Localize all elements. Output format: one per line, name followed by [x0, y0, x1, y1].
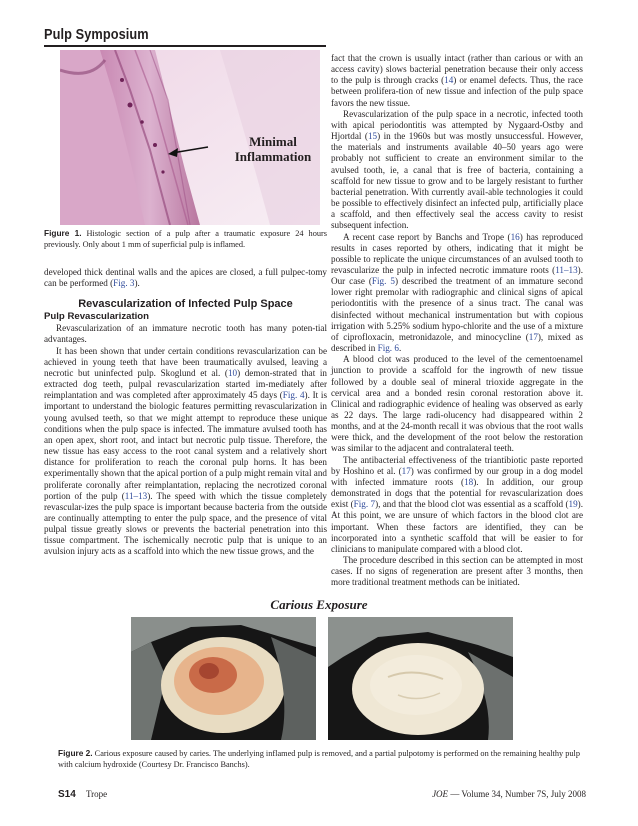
figure2-left-photo — [131, 617, 316, 740]
paragraph: A recent case report by Banchs and Trope (16) has reproduced results in cases reported by others, indicating that it might be possible to replicate the unique circumstances of an avulsed tooth to revascularize the pulp in infected necrotic immature roots (11–13). Our case (Fig. 5) described the treatment of an immature second lower right premolar with radiographic and clinical signs of apical periodontitis with the presence of a sinus tract. The canal was disinfected without mechanical instrumentation but with copious irrigation with 5.25% sodium hypo-chlorite and the use of a mixture of ciprofloxacin, metronidazole, and minocycline (17), mixed as described in Fig. 6. — [331, 231, 583, 354]
journal-name: JOE — [432, 789, 449, 799]
reference-link[interactable]: 11–13 — [555, 264, 578, 275]
left-column — [44, 267, 327, 558]
reference-link[interactable]: Fig. 4 — [282, 390, 305, 401]
paragraph: Revascularization of an immature necrotic tooth has many poten-tial advantages. — [44, 323, 327, 345]
footer-author: Trope — [86, 789, 108, 799]
journal-issue: — Volume 34, Number 7S, July 2008 — [448, 789, 586, 799]
figure2-caption — [58, 748, 586, 771]
paragraph: Revascularization of the pulp space in a necrotic, infected tooth with apical periodontitis was attempted by Nygaard-Ostby and Hjortdal (15) in the 1960s but was mostly unsuccessful. However, the materials and instruments available 40–50 years ago were probably not sufficient to create an environment similar to the avulsed tooth, ie, a canal that is free of bacteria, containing a scaffold for new tissue to grow and to be largely resistant to further bacterial penetration. With currently avail-able technologies it could be possible to effectively disinfect an infected pulp, artificially place a scaffold, and then effectively seal the access cavity to resist subsequent infection. — [331, 108, 583, 231]
footer-journal-info — [432, 789, 586, 799]
paragraph: fact that the crown is usually intact (rather than carious or with an access cavity) slows bacterial penetration because their only access to the pulp is through cracks (14) or enamel defects. Thus, the race between prolifera-tion of new tissue and infection of the pulp space favors the new tissue. — [331, 53, 583, 108]
paragraph: It has been shown that under certain conditions revascularization can be achieved in young teeth that have been traumatically avulsed, leaving a necrotic but uninfected pulp. Skoglund et al. (10) demon-strated that in extracted dog teeth, pulpal revascularization started im-mediately after reimplantation and was completed after approximately 45 days (Fig. 4). It is important to understand the biologic features permitting revascularization in young avulsed teeth, so that we might attempt to reproduce these unique conditions when the pulp space is infected. The immature avulsed tooth has an open apex, short root, and intact but necrotic pulp tissue. Therefore, the new tissue has easy access to the root canal system and a relatively short distance for proliferation to reach the coronal pulp horns. It has been experimentally shown that the apical portion of a pulp might remain vital and proliferate coronally after reimplantation, replacing the necrotized coronal portion of the pulp (11–13). The speed with which the tissue completely revascular-izes the pulp space is important because bacteria from the outside are continually attempting to enter the pulp space, and the presence of vital pulpal tissue greatly slows or prevents the bacterial penetration into this tissue compartment. The ischemically necrotic pulp that is unique to an avulsion injury acts as a scaffold into which the new tissue grows, and the — [44, 345, 327, 557]
reference-link[interactable]: Fig. 3 — [113, 278, 135, 289]
figure1-label: Figure 1. — [44, 228, 82, 238]
page-number: S14 — [58, 789, 76, 800]
figure2-caption-text: Carious exposure caused by caries. The underlying inflamed pulp is removed, and a partial pulpotomy is performed on the remaining healthy pulp with calcium hydroxide (Courtesy Dr. Francisco Banchs). — [58, 749, 580, 769]
reference-link[interactable]: 18 — [464, 476, 474, 487]
reference-link[interactable]: 17 — [401, 465, 411, 476]
figure1-caption-text: Histologic section of a pulp after a traumatic exposure 24 hours previously. Only about 1 mm of superficial pulp is inflamed. — [44, 229, 327, 249]
reference-link[interactable]: Fig. 5 — [371, 276, 395, 287]
reference-link[interactable]: 17 — [528, 331, 538, 342]
paragraph: The antibacterial effectiveness of the triantibiotic paste reported by Hoshino et al. (17) was confirmed by our group in a dog model with infected immature roots (18). In addition, our group demonstrated in dogs that the potential for revascularization does exist (Fig. 7), and that the blood clot was essential as a scaffold (19). At this point, we are unsure of which factors in the blood clot are important. When these factors are identified, they can be incorporated into a synthetic scaffold that will be easier to for clinicians to manipulate compared with a blood clot. — [331, 454, 584, 554]
section-heading: Revascularization of Infected Pulp Space — [78, 298, 293, 311]
reference-link[interactable]: Fig. 6 — [377, 343, 399, 354]
right-column — [331, 53, 583, 589]
header-rule — [44, 45, 326, 47]
figure2-title: Carious Exposure — [270, 597, 368, 612]
figure2-right-photo — [328, 617, 513, 740]
reference-link[interactable]: 19 — [568, 499, 578, 510]
figure1-annotation-line1: Minimal — [249, 134, 297, 149]
paragraph: A blood clot was produced to the level of the cementoenamel junction to provide a scaffold for the ingrowth of new tissue followed by a double seal of mineral trioxide aggregate in the cervical area and a bonded resin coronal restoration above it. Clinical and radiographic evidence of healing was observed as early as 22 days. The large radi-olucency had disappeared within 2 months, and at the 24-month recall it was obvious that the root walls were thick, and the development of the root below the restoration was similar to the adjacent and contralateral teeth. — [331, 354, 583, 454]
reference-link[interactable]: 14 — [444, 75, 454, 86]
figure1-annotation-line2: Inflammation — [234, 149, 312, 164]
reference-link[interactable]: Fig. 7 — [353, 499, 376, 510]
reference-link[interactable]: 16 — [510, 231, 520, 242]
reference-link[interactable]: 15 — [367, 131, 378, 142]
subsection-heading: Pulp Revascularization — [44, 311, 150, 323]
reference-link[interactable]: 11–13 — [124, 490, 148, 501]
running-header-title: Pulp Symposium — [44, 27, 149, 43]
paragraph: developed thick dentinal walls and the apices are closed, a full pulpec-tomy can be performed (Fig. 3). — [44, 267, 327, 289]
reference-link[interactable]: 10 — [227, 367, 238, 378]
figure2-label: Figure 2. — [58, 748, 93, 758]
paragraph: The procedure described in this section can be attempted in most cases. If no signs of regeneration are present after 3 months, then more traditional treatment methods can be initiated. — [331, 555, 583, 588]
figure1-caption — [44, 228, 327, 250]
